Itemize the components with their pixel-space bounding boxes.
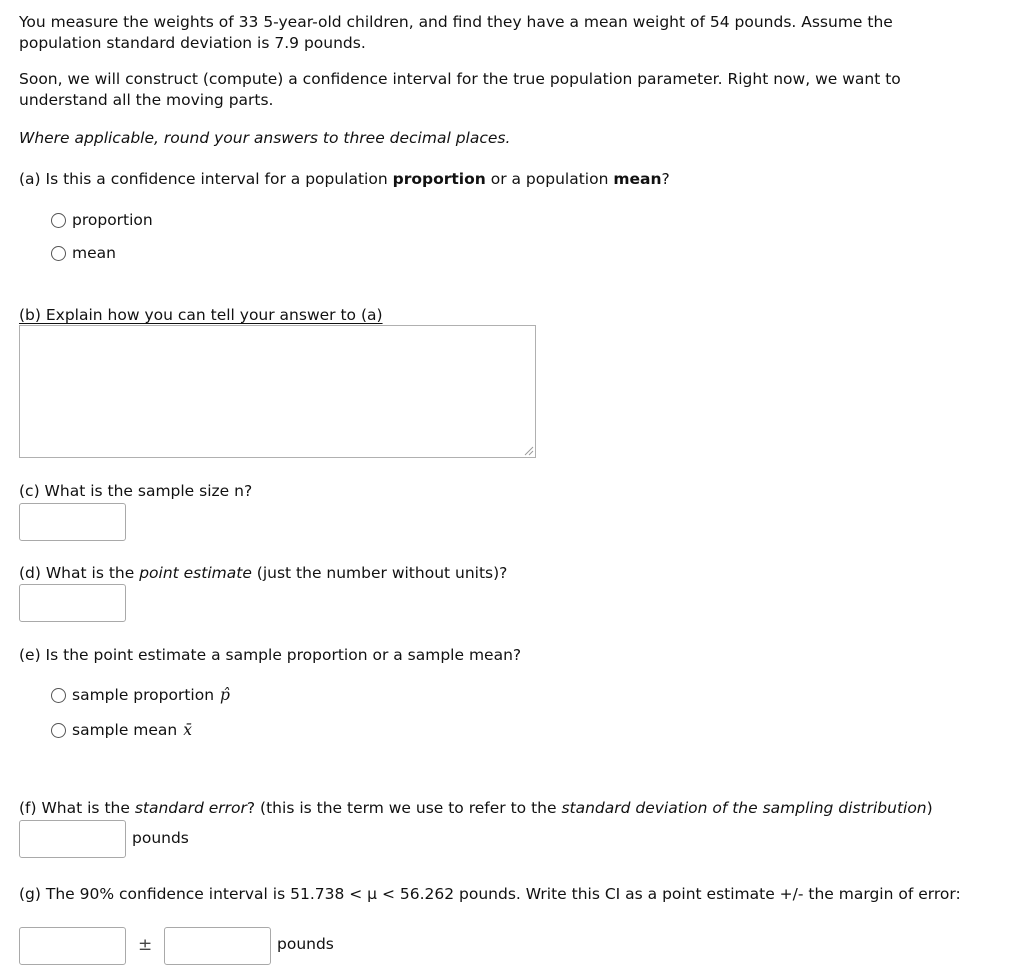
question-f-italic-sampling-distribution: standard deviation of the sampling distribution	[561, 799, 927, 817]
radio-button-icon[interactable]	[51, 723, 66, 738]
x-bar-symbol: x̄	[183, 721, 192, 739]
question-b: (b) Explain how you can tell your answer to (a)	[19, 306, 383, 324]
question-d	[19, 564, 507, 582]
intro-text-line-3: Soon, we will construct (compute) a confidence interval for the true population parameter. Right now, we want to	[19, 70, 901, 88]
point-estimate-input[interactable]	[19, 584, 126, 622]
question-e: (e) Is the point estimate a sample proportion or a sample mean?	[19, 646, 522, 664]
question-a-bold-proportion: proportion	[392, 170, 486, 188]
radio-button-icon[interactable]	[51, 246, 66, 261]
intro-text-line-2: population standard deviation is 7.9 pounds.	[19, 34, 366, 52]
radio-label-sample-proportion[interactable]: sample proportion	[72, 686, 215, 704]
question-a-middle: or a population	[485, 170, 614, 188]
margin-of-error-input[interactable]	[164, 927, 271, 965]
question-d-italic: point estimate	[139, 564, 252, 582]
margin-of-error-unit: pounds	[277, 935, 334, 953]
radio-option-proportion[interactable]	[51, 211, 153, 229]
question-a-suffix: ?	[661, 170, 670, 188]
intro-text-line-4: understand all the moving parts.	[19, 91, 274, 109]
question-d-suffix: (just the number without units)?	[251, 564, 508, 582]
explanation-textarea[interactable]	[19, 325, 536, 458]
p-hat-symbol: p̂	[220, 686, 230, 704]
plus-minus-symbol: ±	[138, 935, 153, 955]
question-f	[19, 799, 933, 817]
intro-text-line-1: You measure the weights of 33 5-year-old children, and find they have a mean weight of 54 pounds. Assume the	[19, 13, 893, 31]
ci-point-estimate-input[interactable]	[19, 927, 126, 965]
question-f-middle: ? (this is the term we use to refer to the	[246, 799, 562, 817]
question-f-suffix: )	[926, 799, 933, 817]
radio-button-icon[interactable]	[51, 213, 66, 228]
radio-label-mean[interactable]: mean	[72, 244, 116, 262]
question-a	[19, 170, 670, 188]
question-a-bold-mean: mean	[613, 170, 662, 188]
radio-option-sample-proportion[interactable]	[51, 686, 230, 704]
question-a-prefix: (a) Is this a confidence interval for a population	[19, 170, 393, 188]
sample-size-input[interactable]	[19, 503, 126, 541]
radio-button-icon[interactable]	[51, 688, 66, 703]
radio-option-mean[interactable]	[51, 244, 116, 262]
question-c: (c) What is the sample size n?	[19, 482, 253, 500]
resize-grip-icon[interactable]	[523, 445, 534, 456]
rounding-note: Where applicable, round your answers to three decimal places.	[19, 129, 511, 147]
radio-option-sample-mean[interactable]	[51, 721, 192, 739]
question-d-prefix: (d) What is the	[19, 564, 140, 582]
question-f-prefix: (f) What is the	[19, 799, 135, 817]
standard-error-input[interactable]	[19, 820, 126, 858]
question-g: (g) The 90% confidence interval is 51.738 < μ < 56.262 pounds. Write this CI as a point estimate +/- the margin of error:	[19, 885, 961, 903]
radio-label-sample-mean[interactable]: sample mean	[72, 721, 178, 739]
question-f-italic-standard-error: standard error	[134, 799, 247, 817]
radio-label-proportion[interactable]: proportion	[72, 211, 153, 229]
standard-error-unit: pounds	[132, 829, 189, 847]
